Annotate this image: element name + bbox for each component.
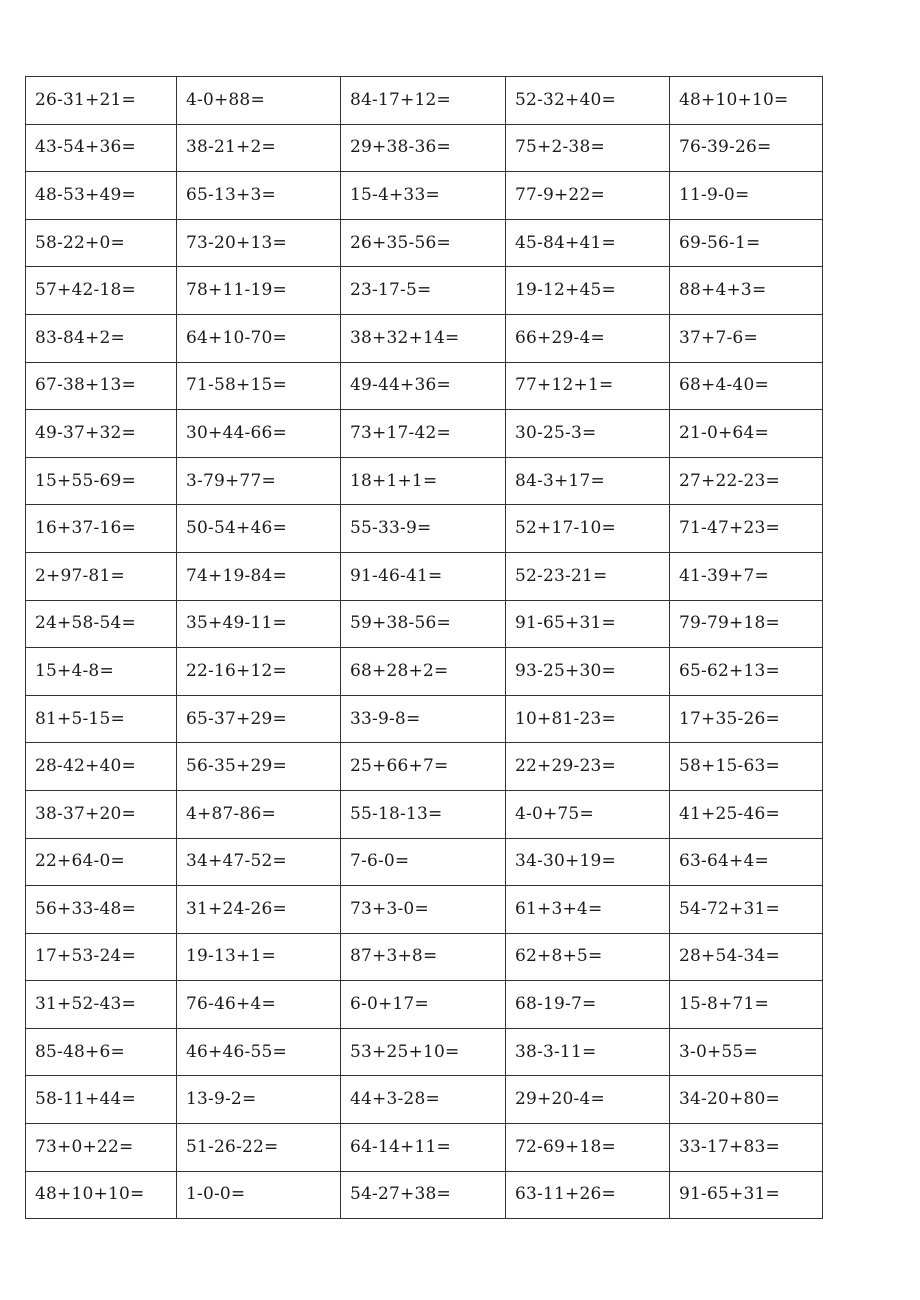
problem-cell: 58+15-63= (670, 743, 823, 791)
math-problems-body (26, 77, 823, 1219)
problem-cell: 54-27+38= (341, 1171, 506, 1219)
problem-cell: 71-47+23= (670, 505, 823, 553)
problem-row (26, 886, 823, 934)
problem-cell: 33-17+83= (670, 1124, 823, 1172)
problem-cell: 68-19-7= (506, 981, 670, 1029)
problem-cell: 28-42+40= (26, 743, 177, 791)
problem-cell: 15-8+71= (670, 981, 823, 1029)
problem-cell: 68+4-40= (670, 362, 823, 410)
problem-cell: 18+1+1= (341, 457, 506, 505)
problem-cell: 17+35-26= (670, 695, 823, 743)
problem-row (26, 1028, 823, 1076)
problem-cell: 1-0-0= (177, 1171, 341, 1219)
problem-cell: 73-20+13= (177, 219, 341, 267)
problem-cell: 87+3+8= (341, 933, 506, 981)
problem-row (26, 743, 823, 791)
problem-cell: 33-9-8= (341, 695, 506, 743)
problem-cell: 74+19-84= (177, 552, 341, 600)
problem-cell: 81+5-15= (26, 695, 177, 743)
problem-cell: 67-38+13= (26, 362, 177, 410)
problem-cell: 61+3+4= (506, 886, 670, 934)
math-problems-table (25, 76, 823, 1219)
problem-row (26, 1124, 823, 1172)
problem-cell: 72-69+18= (506, 1124, 670, 1172)
problem-cell: 69-56-1= (670, 219, 823, 267)
problem-cell: 84-17+12= (341, 77, 506, 125)
problem-cell: 93-25+30= (506, 648, 670, 696)
problem-cell: 17+53-24= (26, 933, 177, 981)
problem-cell: 75+2-38= (506, 124, 670, 172)
problem-cell: 34-30+19= (506, 838, 670, 886)
problem-cell: 50-54+46= (177, 505, 341, 553)
problem-row (26, 838, 823, 886)
problem-cell: 83-84+2= (26, 314, 177, 362)
problem-cell: 58-22+0= (26, 219, 177, 267)
problem-cell: 26-31+21= (26, 77, 177, 125)
problem-row (26, 695, 823, 743)
problem-row (26, 933, 823, 981)
problem-cell: 16+37-16= (26, 505, 177, 553)
problem-cell: 78+11-19= (177, 267, 341, 315)
problem-cell: 23-17-5= (341, 267, 506, 315)
problem-row (26, 981, 823, 1029)
problem-row (26, 219, 823, 267)
problem-cell: 30-25-3= (506, 410, 670, 458)
problem-cell: 76-39-26= (670, 124, 823, 172)
problem-cell: 65-62+13= (670, 648, 823, 696)
problem-cell: 46+46-55= (177, 1028, 341, 1076)
problem-row (26, 77, 823, 125)
problem-cell: 65-13+3= (177, 172, 341, 220)
problem-row (26, 1076, 823, 1124)
problem-cell: 35+49-11= (177, 600, 341, 648)
problem-cell: 48-53+49= (26, 172, 177, 220)
problem-cell: 55-33-9= (341, 505, 506, 553)
problem-cell: 11-9-0= (670, 172, 823, 220)
problem-cell: 77-9+22= (506, 172, 670, 220)
problem-cell: 52+17-10= (506, 505, 670, 553)
problem-cell: 6-0+17= (341, 981, 506, 1029)
problem-cell: 65-37+29= (177, 695, 341, 743)
problem-cell: 63-11+26= (506, 1171, 670, 1219)
problem-cell: 64-14+11= (341, 1124, 506, 1172)
problem-row (26, 362, 823, 410)
problem-cell: 91-46-41= (341, 552, 506, 600)
problem-cell: 31+52-43= (26, 981, 177, 1029)
problem-cell: 4-0+75= (506, 790, 670, 838)
problem-cell: 73+0+22= (26, 1124, 177, 1172)
problem-cell: 22+64-0= (26, 838, 177, 886)
problem-cell: 38-3-11= (506, 1028, 670, 1076)
problem-cell: 73+17-42= (341, 410, 506, 458)
problem-cell: 57+42-18= (26, 267, 177, 315)
problem-cell: 56+33-48= (26, 886, 177, 934)
problem-row (26, 648, 823, 696)
problem-cell: 79-79+18= (670, 600, 823, 648)
problem-cell: 54-72+31= (670, 886, 823, 934)
problem-cell: 64+10-70= (177, 314, 341, 362)
problem-cell: 41-39+7= (670, 552, 823, 600)
problem-cell: 4-0+88= (177, 77, 341, 125)
problem-cell: 62+8+5= (506, 933, 670, 981)
problem-cell: 15+55-69= (26, 457, 177, 505)
problem-row (26, 552, 823, 600)
problem-cell: 28+54-34= (670, 933, 823, 981)
problem-cell: 59+38-56= (341, 600, 506, 648)
problem-cell: 91-65+31= (670, 1171, 823, 1219)
problem-row (26, 267, 823, 315)
problem-cell: 76-46+4= (177, 981, 341, 1029)
problem-cell: 22-16+12= (177, 648, 341, 696)
problem-cell: 30+44-66= (177, 410, 341, 458)
problem-cell: 53+25+10= (341, 1028, 506, 1076)
problem-cell: 3-79+77= (177, 457, 341, 505)
problem-cell: 37+7-6= (670, 314, 823, 362)
problem-row (26, 410, 823, 458)
problem-cell: 38-21+2= (177, 124, 341, 172)
problem-cell: 56-35+29= (177, 743, 341, 791)
problem-cell: 43-54+36= (26, 124, 177, 172)
problem-cell: 38+32+14= (341, 314, 506, 362)
problem-cell: 48+10+10= (26, 1171, 177, 1219)
problem-cell: 77+12+1= (506, 362, 670, 410)
problem-cell: 44+3-28= (341, 1076, 506, 1124)
problem-cell: 45-84+41= (506, 219, 670, 267)
problem-cell: 26+35-56= (341, 219, 506, 267)
problem-cell: 38-37+20= (26, 790, 177, 838)
problem-row (26, 124, 823, 172)
problem-row (26, 172, 823, 220)
problem-cell: 29+20-4= (506, 1076, 670, 1124)
problem-cell: 22+29-23= (506, 743, 670, 791)
problem-cell: 49-37+32= (26, 410, 177, 458)
problem-cell: 25+66+7= (341, 743, 506, 791)
problem-cell: 85-48+6= (26, 1028, 177, 1076)
problem-cell: 52-23-21= (506, 552, 670, 600)
problem-cell: 49-44+36= (341, 362, 506, 410)
problem-cell: 48+10+10= (670, 77, 823, 125)
problem-cell: 63-64+4= (670, 838, 823, 886)
problem-cell: 21-0+64= (670, 410, 823, 458)
problem-cell: 55-18-13= (341, 790, 506, 838)
problem-cell: 24+58-54= (26, 600, 177, 648)
problem-cell: 34+47-52= (177, 838, 341, 886)
problem-row (26, 1171, 823, 1219)
problem-cell: 15+4-8= (26, 648, 177, 696)
problem-row (26, 505, 823, 553)
problem-cell: 88+4+3= (670, 267, 823, 315)
problem-cell: 29+38-36= (341, 124, 506, 172)
problem-cell: 68+28+2= (341, 648, 506, 696)
problem-cell: 13-9-2= (177, 1076, 341, 1124)
problem-cell: 4+87-86= (177, 790, 341, 838)
problem-cell: 19-12+45= (506, 267, 670, 315)
problem-cell: 73+3-0= (341, 886, 506, 934)
problem-row (26, 314, 823, 362)
problem-cell: 84-3+17= (506, 457, 670, 505)
problem-cell: 58-11+44= (26, 1076, 177, 1124)
problem-row (26, 600, 823, 648)
problem-cell: 27+22-23= (670, 457, 823, 505)
problem-row (26, 457, 823, 505)
problem-cell: 34-20+80= (670, 1076, 823, 1124)
problem-cell: 66+29-4= (506, 314, 670, 362)
problem-cell: 41+25-46= (670, 790, 823, 838)
problem-cell: 51-26-22= (177, 1124, 341, 1172)
problem-cell: 52-32+40= (506, 77, 670, 125)
problem-cell: 91-65+31= (506, 600, 670, 648)
problem-row (26, 790, 823, 838)
problem-cell: 10+81-23= (506, 695, 670, 743)
problem-cell: 71-58+15= (177, 362, 341, 410)
problem-cell: 3-0+55= (670, 1028, 823, 1076)
problem-cell: 31+24-26= (177, 886, 341, 934)
problem-cell: 15-4+33= (341, 172, 506, 220)
problem-cell: 2+97-81= (26, 552, 177, 600)
problem-cell: 7-6-0= (341, 838, 506, 886)
problem-cell: 19-13+1= (177, 933, 341, 981)
